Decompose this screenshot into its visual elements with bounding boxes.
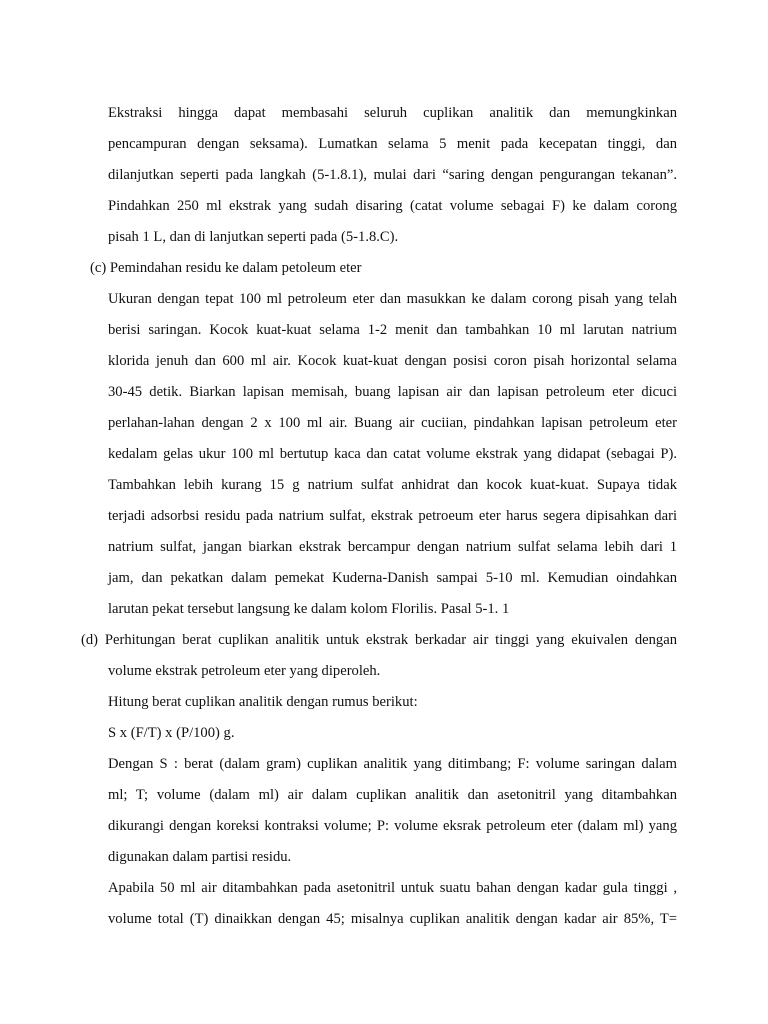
- text-line: Ukuran dengan tepat 100 ml petroleum eter dan masukkan ke dalam corong pisah yang telah: [108, 291, 677, 307]
- text-line: larutan pekat tersebut langsung ke dalam kolom Florilis. Pasal 5-1. 1: [108, 601, 510, 617]
- text-line: klorida jenuh dan 600 ml air. Kocok kuat-kuat dengan posisi coron pisah horizontal selama: [108, 353, 677, 369]
- text-line: pencampuran dengan seksama). Lumatkan selama 5 menit pada kecepatan tinggi, dan: [108, 136, 677, 152]
- formula-line: S x (F/T) x (P/100) g.: [108, 725, 235, 741]
- text-line: dilanjutkan seperti pada langkah (5-1.8.1), mulai dari “saring dengan pengurangan tekanan”.: [108, 167, 677, 183]
- text-line: Apabila 50 ml air ditambahkan pada asetonitril untuk suatu bahan dengan kadar gula tinggi ,: [108, 880, 677, 896]
- text-line: Dengan S : berat (dalam gram) cuplikan analitik yang ditimbang; F: volume saringan dalam: [108, 756, 677, 772]
- text-line: Pindahkan 250 ml ekstrak yang sudah disaring (catat volume sebagai F) ke dalam corong: [108, 198, 677, 214]
- text-line: berisi saringan. Kocok kuat-kuat selama 1-2 menit dan tambahkan 10 ml larutan natrium: [108, 322, 677, 338]
- text-line: kedalam gelas ukur 100 ml bertutup kaca dan catat volume ekstrak yang didapat (sebagai P).: [108, 446, 677, 462]
- text-line: pisah 1 L, dan di lanjutkan seperti pada (5-1.8.C).: [108, 229, 399, 245]
- text-line: Tambahkan lebih kurang 15 g natrium sulfat anhidrat dan kocok kuat-kuat. Supaya tidak: [108, 477, 677, 493]
- text-line: volume total (T) dinaikkan dengan 45; misalnya cuplikan analitik dengan kadar air 85%, T=: [108, 911, 677, 927]
- section-heading-d: (d) Perhitungan berat cuplikan analitik untuk ekstrak berkadar air tinggi yang ekuivalen dengan: [81, 632, 677, 648]
- text-line: natrium sulfat, jangan biarkan ekstrak bercampur dengan natrium sulfat selama lebih dari 1: [108, 539, 677, 555]
- text-line: 30-45 detik. Biarkan lapisan memisah, buang lapisan air dan lapisan petroleum eter dicuci: [108, 384, 677, 400]
- text-line: jam, dan pekatkan dalam pemekat Kuderna-Danish sampai 5-10 ml. Kemudian oindahkan: [108, 570, 677, 586]
- text-line: perlahan-lahan dengan 2 x 100 ml air. Buang air cuciian, pindahkan lapisan petroleum eter: [108, 415, 677, 431]
- text-line: ml; T; volume (dalam ml) air dalam cuplikan analitik dan asetonitril yang ditambahkan: [108, 787, 677, 803]
- text-line: digunakan dalam partisi residu.: [108, 849, 292, 865]
- section-heading-c: (c) Pemindahan residu ke dalam petoleum eter: [90, 260, 362, 276]
- text-line: volume ekstrak petroleum eter yang diperoleh.: [108, 663, 381, 679]
- text-line: terjadi adsorbsi residu pada natrium sulfat, ekstrak petroeum eter harus segera dipisahkan dari: [108, 508, 677, 524]
- text-line: Hitung berat cuplikan analitik dengan rumus berikut:: [108, 694, 418, 710]
- text-line: dikurangi dengan koreksi kontraksi volume; P: volume eksrak petroleum eter (dalam ml) yang: [108, 818, 677, 834]
- text-line: Ekstraksi hingga dapat membasahi seluruh cuplikan analitik dan memungkinkan: [108, 105, 677, 121]
